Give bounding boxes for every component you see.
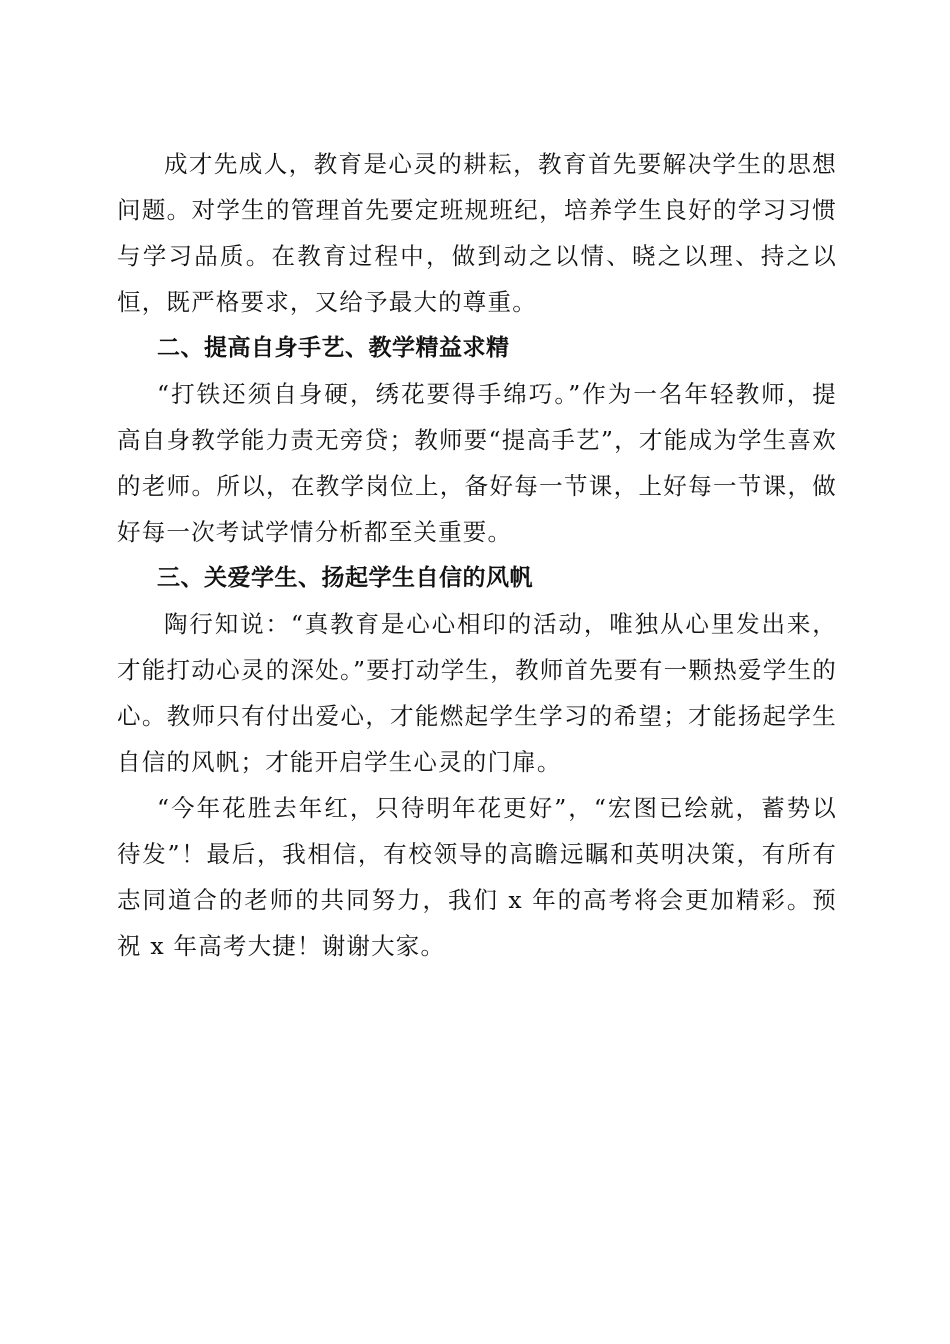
section-heading-2: 二、提高自身手艺、教学精益求精 (157, 335, 510, 361)
paragraph-4: “今年花胜去年红，只待明年花更好”，“宏图已绘就，蓄势以待发”！最后，我相信，有校领导的高瞻远瞩和英明决策，有所有志同道合的老师的共同努力，我们 x 年的高考将会更加精彩。预祝 x 年高考大捷！谢谢大家。 (117, 794, 837, 960)
paragraph-1: 成才先成人，教育是心灵的耕耘，教育首先要解决学生的思想问题。对学生的管理首先要定班规班纪，培养学生良好的学习习惯与学习品质。在教育过程中，做到动之以情、晓之以理、持之以恒，既严格要求，又给予最大的尊重。 (117, 150, 837, 316)
section-heading-3: 三、关爱学生、扬起学生自信的风帆 (157, 565, 533, 591)
paragraph-3: 陶行知说：“真教育是心心相印的活动，唯独从心里发出来，才能打动心灵的深处。”要打动学生，教师首先要有一颗热爱学生的心。教师只有付出爱心，才能燃起学生学习的希望；才能扬起学生自信的风帆；才能开启学生心灵的门扉。 (117, 610, 837, 776)
paragraph-2: “打铁还须自身硬，绣花要得手绵巧。”作为一名年轻教师，提高自身教学能力责无旁贷；教师要“提高手艺”，才能成为学生喜欢的老师。所以，在教学岗位上，备好每一节课，上好每一节课，做好每一次考试学情分析都至关重要。 (117, 380, 837, 546)
document-body (117, 141, 837, 969)
